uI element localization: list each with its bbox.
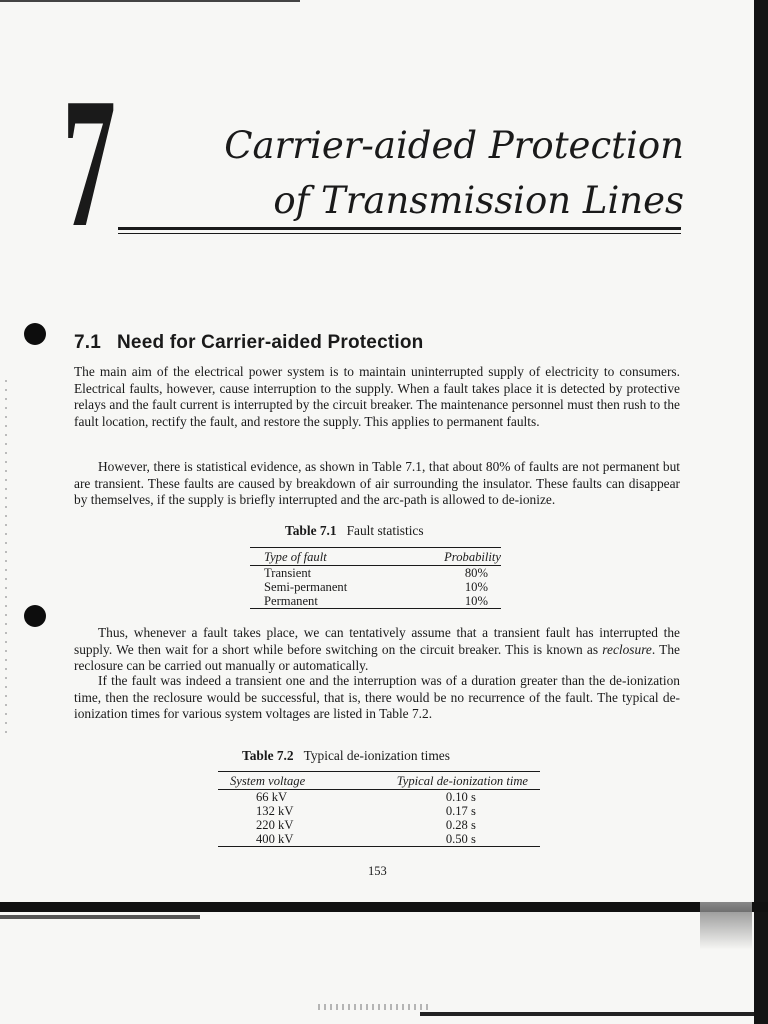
table-cell: 132 kV [256, 804, 294, 818]
scan-noise [318, 1004, 428, 1010]
table-cell: 80% [464, 566, 488, 580]
section-number: 7.1 [74, 332, 102, 353]
table-row [218, 832, 540, 847]
table-row [218, 804, 540, 818]
table-cell: Semi-permanent [264, 580, 348, 594]
table-header-cell: Probability [372, 548, 501, 566]
table-cell: Transient [264, 566, 312, 580]
table-cell: 0.50 s [340, 832, 540, 847]
table-cell: 0.10 s [445, 790, 476, 804]
paragraph-3-text-b: . The reclosure can be carried out manually or automatically. [74, 641, 680, 673]
scan-bottom-bar [0, 900, 768, 916]
scan-corner-shade [700, 902, 752, 950]
paragraph-4: If the fault was indeed a transient one and the interruption was of a duration greater than the de-ionization time, then the reclosure would be successful, that is, there would be no recurrence of the fault. The typical de-ionization times for various system voltages are listed in Table 7.2. [74, 673, 680, 721]
table-cell: 0.28 s [445, 818, 476, 832]
paragraph-3-text-a: Thus, whenever a fault takes place, we can tentatively assume that a transient fault has interrupted the supply. We then wait for a short while before switching on the circuit breaker. This is known as [74, 625, 680, 657]
table-row [250, 594, 501, 609]
table-header-row [218, 772, 540, 790]
table1-caption-text: Fault statistics [346, 523, 424, 538]
table2-caption-text: Typical de-ionization times [303, 748, 450, 763]
paragraph-3 [74, 625, 680, 675]
table-header-cell: Type of fault [250, 548, 372, 566]
table-cell: Permanent [250, 594, 372, 609]
table-header-row [250, 548, 501, 566]
punch-hole-bottom [24, 605, 46, 627]
section-heading [74, 332, 423, 354]
reclosure-term: reclosure [602, 641, 652, 657]
table-cell: 0.17 s [445, 804, 476, 818]
page-number: 153 [368, 864, 387, 878]
scan-top-rule [0, 0, 300, 2]
chapter-title-line1: Carrier-aided Protection [224, 124, 684, 167]
section-title: Need for Carrier-aided Protection [117, 332, 424, 353]
table1-label: Table 7.1 [285, 523, 337, 538]
table1-caption [285, 523, 424, 539]
table-row [250, 566, 501, 581]
paragraph-1: The main aim of the electrical power system is to maintain uninterrupted supply of electricity to consumers. Electrical faults, however, cause interruption to the supply. When a fault takes place it is detected by protective relays and the fault current is interrupted by the circuit breaker. The maintenance personnel must then rush to the fault location, rectify the fault, and restore the supply. This applies to permanent faults. [74, 364, 680, 429]
table-cell: 66 kV [256, 790, 288, 804]
table-header-cell: Typical de-ionization time [340, 772, 540, 790]
table2-label: Table 7.2 [242, 748, 294, 763]
paragraph-2: However, there is statistical evidence, as shown in Table 7.1, that about 80% of faults are not permanent but are transient. These faults are caused by breakdown of air surrounding the insulator. These faults can disappear by themselves, if the supply is briefly interrupted and the arc-path is allowed to de-ionize. [74, 459, 680, 507]
scan-right-edge [754, 0, 768, 1024]
scan-bottom-shadow [0, 915, 200, 919]
chapter-number: 7 [62, 60, 116, 266]
fault-statistics-table [250, 547, 501, 609]
chapter-rule-thin [118, 233, 681, 234]
chapter-title [164, 118, 684, 228]
scan-bottom-line [420, 1012, 754, 1016]
table-row [218, 818, 540, 832]
deionization-times-table [218, 771, 540, 847]
table-cell: 220 kV [256, 818, 294, 832]
table-cell: 10% [372, 594, 501, 609]
table-row [218, 790, 540, 805]
table-cell: 10% [464, 580, 488, 594]
table2-caption [242, 748, 450, 764]
table-cell: 400 kV [218, 832, 340, 847]
table-row [250, 580, 501, 594]
scan-margin-marks [5, 380, 7, 740]
chapter-rule-thick [118, 227, 681, 230]
punch-hole-top [24, 323, 46, 345]
table-header-cell: System voltage [218, 772, 340, 790]
chapter-title-line2: of Transmission Lines [273, 179, 684, 222]
